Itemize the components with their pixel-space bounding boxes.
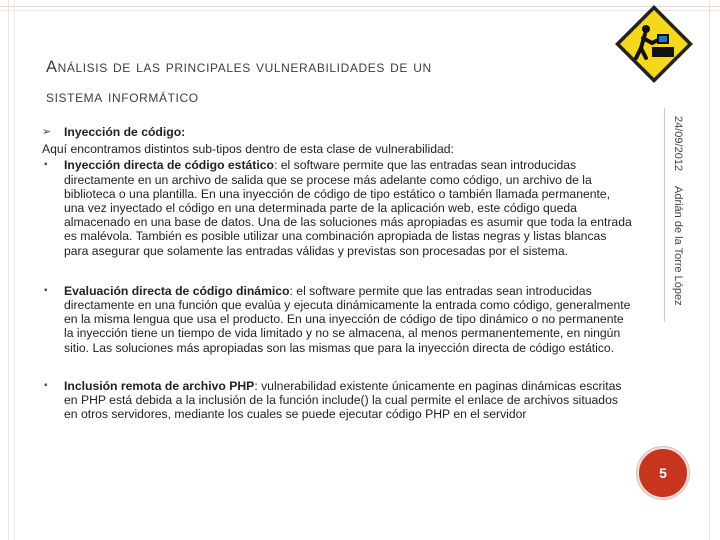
section-heading	[42, 125, 632, 139]
list-item-text: : el software permite que las entradas sean introducidas directamente en un archivo de salida que se procese más adelante como código, un archivo de la biblioteca o una plantilla. En una inyección de código de tipo estático o también llamada permanente, una vez inyectado el código en una determinada parte de la aplicación web, este código queda almacenado en una base de datos. Una de las soluciones más apropiadas es asumir que toda la entrada es malévola. También es posible utilizar una combinación apropiada de listas negras y listas blancas para asegurar que solamente las entradas válidas y previstas son procesadas por el sistema.	[64, 158, 632, 258]
dot-bullet-icon: ▪	[44, 284, 48, 296]
slide-body	[42, 125, 632, 421]
frame-line	[709, 0, 710, 540]
arrow-bullet-icon: ➢	[42, 126, 52, 138]
slide-date: 24/09/2012	[672, 116, 684, 172]
list-item-text: : el software permite que las entradas sean introducidas directamente en una función que evalúa y ejecuta dinámicamente la entrada como código, generalmente en la misma lengua que usa el producto. En una inyección de código de tipo dinámico o no permanente la inyección tiene un tiempo de vida limitado y no se almacena, al menos permanentemente, en ningún sitio. Las soluciones más apropiadas son las mismas que para la inyección directa de código estático.	[64, 283, 631, 355]
slide-author: Adrián de la Torre López	[672, 186, 684, 306]
section-heading-text: Inyección de código:	[64, 125, 186, 139]
dot-bullet-icon: ▪	[44, 379, 48, 391]
list-item-term: Inyección directa de código estático	[64, 158, 274, 173]
list-item	[42, 379, 632, 422]
list-item	[42, 284, 632, 355]
title-line-1: Análisis de las principales vulnerabilidades de un	[46, 58, 432, 76]
title-line-2: sistema informático	[46, 88, 199, 106]
frame-line	[14, 0, 15, 540]
intro-text: Aquí encontramos distintos sub-tipos dentro de esta clase de vulnerabilidad:	[42, 142, 454, 157]
list-item-text: : vulnerabilidad existente únicamente en paginas dinámicas escritas en PHP está debida a la inclusión de la función include() la cual permite el enlace de archivos situados en otros servidores, mediante los cuales se puede ejecutar código PHP en el servidor	[64, 378, 622, 422]
construction-sign-icon	[612, 2, 696, 86]
slide-title	[46, 52, 616, 112]
side-divider	[664, 108, 665, 322]
dot-bullet-icon: ▪	[44, 159, 48, 171]
page-number-badge: 5	[637, 447, 689, 499]
list-item	[42, 158, 632, 257]
frame-line	[8, 0, 9, 540]
list-item-term: Evaluación directa de código dinámico	[64, 283, 290, 298]
list-item-term: Inclusión remota de archivo PHP	[64, 378, 255, 393]
